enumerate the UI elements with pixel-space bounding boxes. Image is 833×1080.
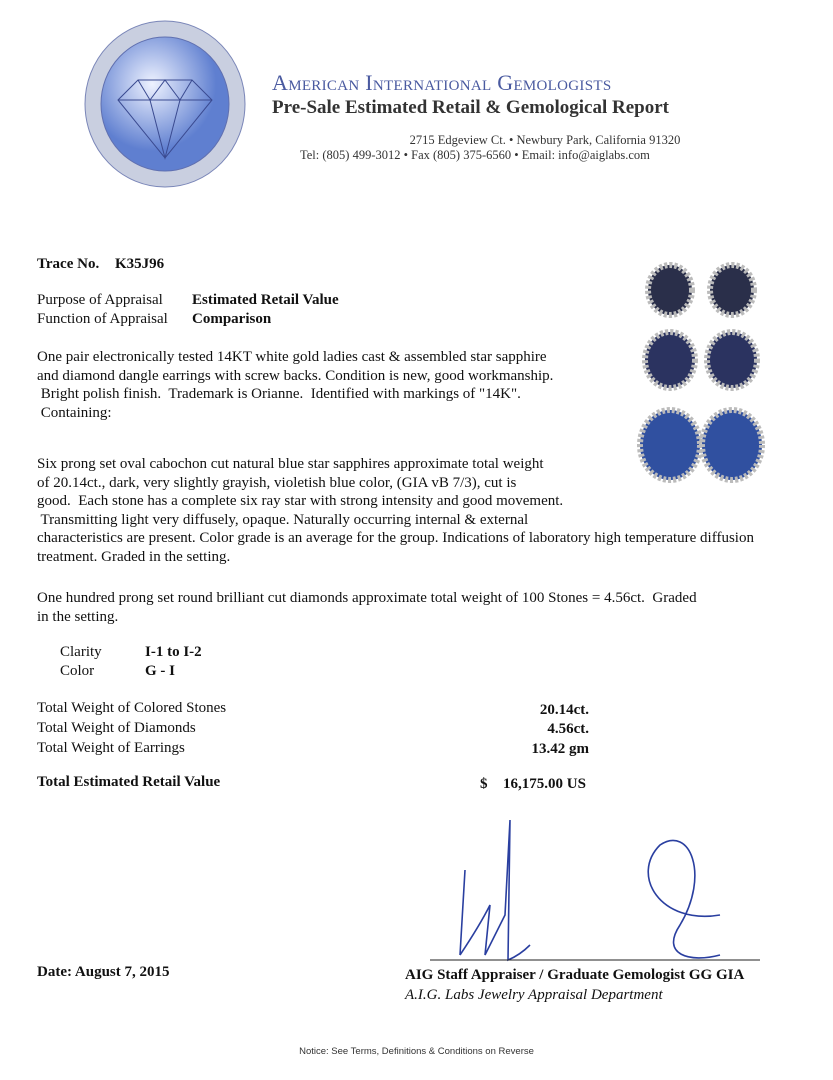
contact-info: Tel: (805) 499-3012 • Fax (805) 375-6560 • Email: info@aiglabs.com — [300, 148, 650, 162]
retail-value: 16,175.00 US — [503, 776, 586, 792]
text-line: characteristics are present. Color grade is an average for the group. Indications of laboratory high temperature diffusion — [37, 530, 754, 546]
clarity-label: Clarity — [60, 644, 102, 660]
currency-symbol: $ — [480, 776, 488, 792]
appraisal-department: A.I.G. Labs Jewelry Appraisal Department — [405, 987, 663, 1003]
report-date: Date: August 7, 2015 — [37, 964, 170, 980]
diamond-paragraph — [37, 589, 697, 626]
total-earrings-value: 13.42 gm — [531, 741, 589, 757]
terms-notice: Notice: See Terms, Definitions & Conditions on Reverse — [299, 1046, 534, 1057]
trace-label: Trace No. — [37, 256, 100, 272]
text-line: in the setting. — [37, 608, 119, 625]
text-line: of 20.14ct., dark, very slightly grayish, violetish blue color, (GIA vB 7/3), cut is — [37, 474, 517, 491]
total-earrings-label: Total Weight of Earrings — [37, 740, 185, 756]
purpose-value: Estimated Retail Value — [192, 292, 339, 308]
clarity-value: I-1 to I-2 — [145, 644, 202, 660]
total-colored-label: Total Weight of Colored Stones — [37, 700, 227, 716]
appraiser-title: AIG Staff Appraiser / Graduate Gemologist GG GIA — [405, 967, 745, 983]
text-line: treatment. Graded in the setting. — [37, 548, 231, 565]
handwritten-signatures — [430, 815, 760, 965]
text-line: Bright polish finish. Trademark is Orianne. Identified with markings of "14K". — [37, 386, 521, 402]
color-value: G - I — [145, 663, 175, 679]
purpose-label: Purpose of Appraisal — [37, 292, 163, 308]
text-line: Six prong set oval cabochon cut natural blue star sapphires approximate total weight — [37, 456, 544, 472]
organization-name: American International Gemologists — [272, 70, 612, 95]
text-line: good. Each stone has a complete six ray star with strong intensity and good movement. — [37, 493, 564, 509]
function-value: Comparison — [192, 311, 272, 327]
total-colored-value: 20.14ct. — [539, 702, 589, 718]
trace-number: K35J96 — [115, 256, 165, 272]
color-label: Color — [60, 663, 95, 679]
text-line: Containing: — [37, 404, 112, 421]
total-diamonds-label: Total Weight of Diamonds — [37, 720, 196, 736]
sapphire-paragraph — [37, 455, 754, 566]
description-paragraph — [37, 348, 553, 422]
retail-value-label: Total Estimated Retail Value — [37, 774, 221, 790]
report-title: Pre-Sale Estimated Retail & Gemological Report — [272, 97, 669, 118]
text-line: One hundred prong set round brilliant cut diamonds approximate total weight of 100 Stones = 4.56ct. Graded — [37, 590, 697, 606]
address: 2715 Edgeview Ct. • Newbury Park, California 91320 — [409, 133, 681, 147]
aig-logo-seal — [80, 18, 250, 190]
function-label: Function of Appraisal — [37, 311, 168, 327]
text-line: Transmitting light very diffusely, opaque. Naturally occurring internal & external — [37, 511, 529, 528]
total-diamonds-value: 4.56ct. — [547, 721, 589, 737]
text-line: One pair electronically tested 14KT white gold ladies cast & assembled star sapphire — [37, 349, 547, 365]
text-line: and diamond dangle earrings with screw backs. Condition is new, good workmanship. — [37, 367, 554, 384]
